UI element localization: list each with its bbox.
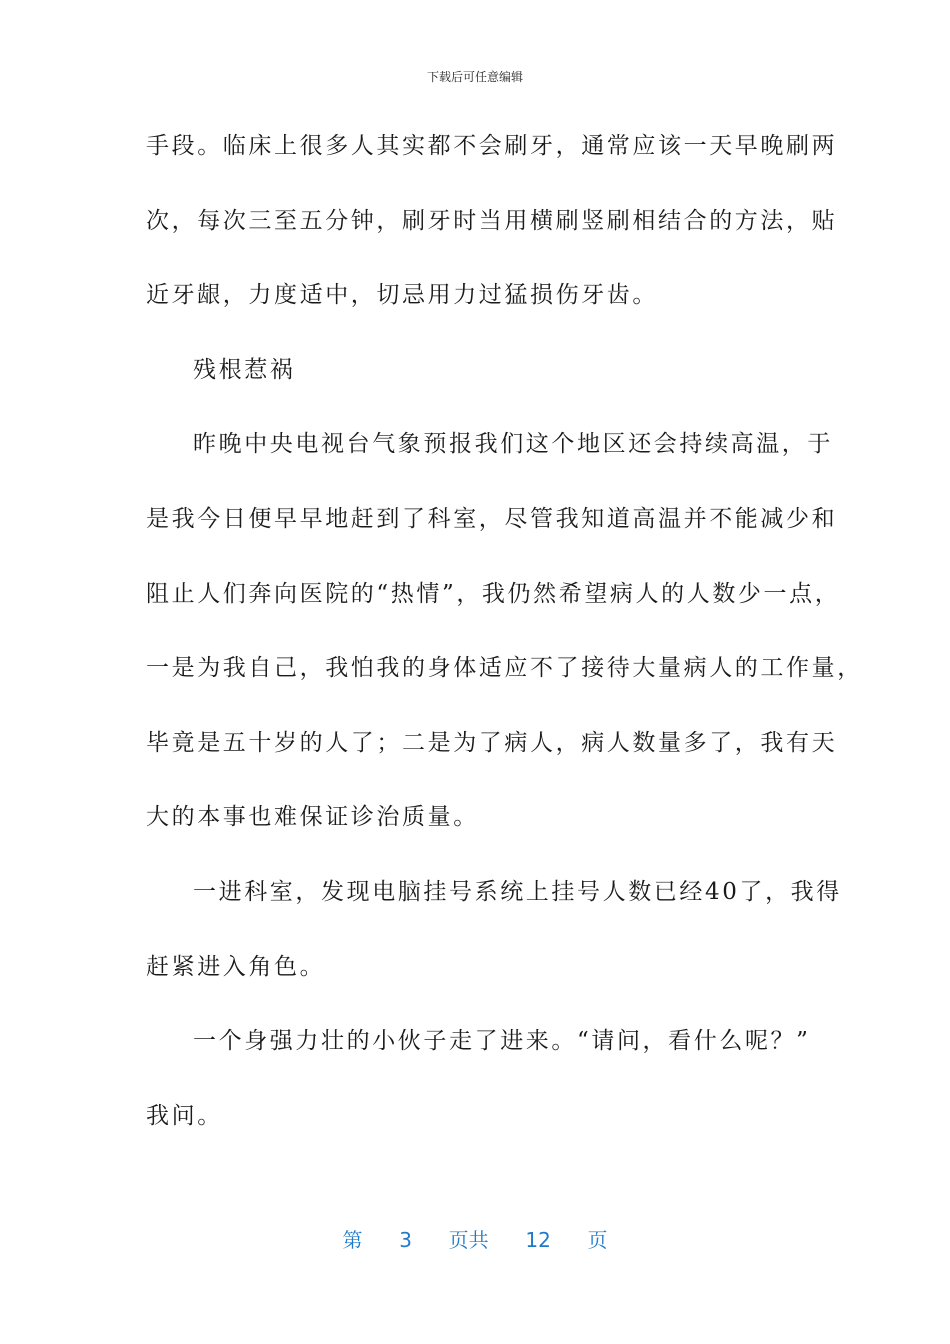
page-number-footer	[0, 1224, 950, 1253]
text-line: 一是为我自己，我怕我的身体适应不了接待大量病人的工作量，	[146, 655, 863, 682]
footer-prefix: 第	[342, 1228, 363, 1252]
text-line: 我问。	[146, 1102, 223, 1129]
text-line: 赶紧进入角色。	[146, 953, 326, 980]
text-line: 一进科室，发现电脑挂号系统上挂号人数已经40了，我得	[193, 878, 842, 905]
text-line: 近牙龈，力度适中，切忌用力过猛损伤牙齿。	[146, 282, 658, 309]
text-line: 阻止人们奔向医院的“热情”，我仍然希望病人的人数少一点，	[146, 580, 841, 607]
header-note: 下载后可任意编辑	[426, 70, 523, 84]
text-line: 一个身强力壮的小伙子走了进来。“请问，看什么呢？”	[193, 1028, 811, 1055]
current-page-number: 3	[399, 1228, 412, 1252]
document-body	[146, 127, 863, 1171]
text-line: 次，每次三至五分钟，刷牙时当用横刷竖刷相结合的方法，贴	[146, 207, 838, 234]
footer-suffix: 页	[587, 1228, 608, 1252]
text-line: 是我今日便早早地赶到了科室，尽管我知道高温并不能减少和	[146, 505, 838, 532]
text-line: 毕竟是五十岁的人了；二是为了病人，病人数量多了，我有天	[146, 729, 838, 756]
total-page-count: 12	[525, 1228, 551, 1252]
footer-middle: 页共	[448, 1228, 489, 1252]
section-heading: 残根惹祸	[193, 356, 296, 383]
text-line: 昨晚中央电视台气象预报我们这个地区还会持续高温，于	[193, 431, 833, 458]
text-line: 大的本事也难保证诊治质量。	[146, 804, 479, 831]
text-line: 手段。临床上很多人其实都不会刷牙，通常应该一天早晚刷两	[146, 133, 838, 159]
